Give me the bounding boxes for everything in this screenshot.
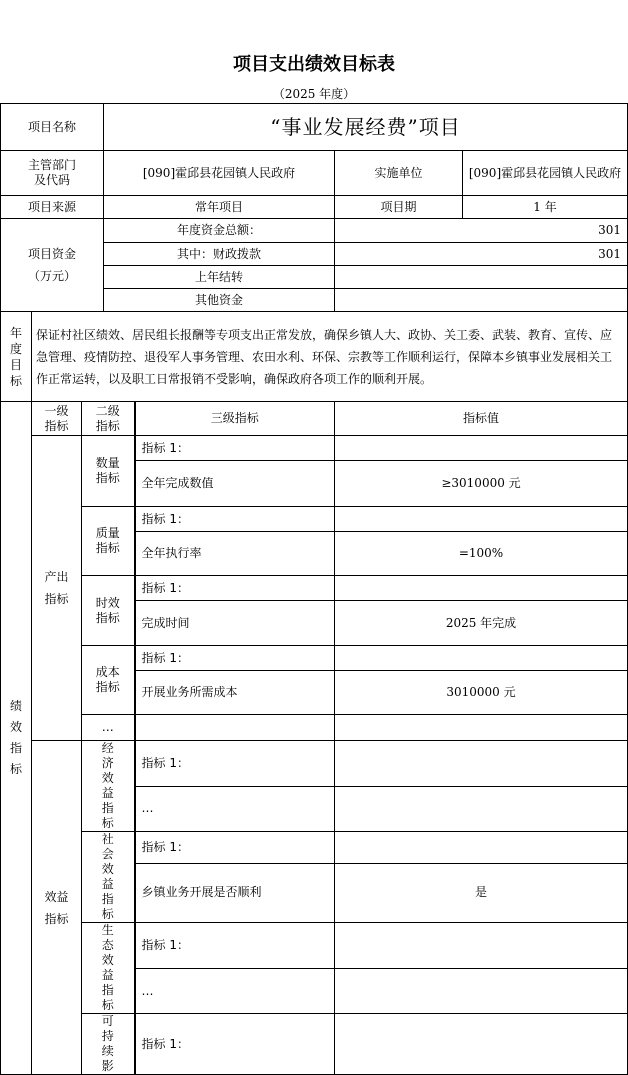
impl-value: [090]霍邱县花园镇人民政府 bbox=[463, 151, 628, 196]
indicator-index: 指标 1： bbox=[135, 923, 335, 969]
dept-label: 主管部门 及代码 bbox=[1, 151, 104, 196]
indicator-item: 乡镇业务开展是否顺利 bbox=[135, 863, 335, 922]
funds-label: 项目资金 （万元） bbox=[1, 219, 104, 312]
indicator-item: 全年执行率 bbox=[135, 532, 335, 576]
header-l1: 一级指标 bbox=[32, 402, 82, 436]
period-value: 1 年 bbox=[463, 196, 628, 219]
indicator-index: 指标 1： bbox=[135, 507, 335, 532]
header-l3: 三级指标 bbox=[135, 402, 335, 436]
cost-indicator: 成本指标 bbox=[82, 646, 135, 715]
fiscal-year: （2025 年度） bbox=[272, 87, 356, 101]
output-label: 产出指标 bbox=[32, 436, 82, 741]
impl-label: 实施单位 bbox=[335, 151, 463, 196]
output-ellipsis: … bbox=[82, 715, 135, 741]
quality-indicator: 质量指标 bbox=[82, 507, 135, 576]
indicator-value: 2025 年完成 bbox=[335, 601, 628, 646]
indicator-item: 全年完成数值 bbox=[135, 461, 335, 507]
indicator-value: 3010000 元 bbox=[335, 671, 628, 715]
fund-label: 年度资金总额： bbox=[104, 219, 335, 243]
fund-value: 301 bbox=[335, 243, 628, 266]
perf-label: 绩效指标 bbox=[1, 402, 32, 1075]
fund-label: 上年结转 bbox=[104, 266, 335, 289]
sustainable-indicator: 可持续影 bbox=[82, 1014, 135, 1075]
indicator-index: 指标 1： bbox=[135, 646, 335, 671]
annual-goal: 保证村社区绩效、居民组长报酬等专项支出正常发放，确保乡镇人大、政协、关工委、武装、教育、宣传、应急管理、疫情防控、退役军人事务管理、农田水利、环保、宗教等工作顺利运行，保障本乡镇事业发展相关工作正常运转，以及职工日常报销不受影响，确保政府各项工作的顺利开展。 bbox=[32, 312, 628, 402]
header-l2: 二级指标 bbox=[82, 402, 135, 436]
fund-value: 301 bbox=[335, 219, 628, 243]
indicator-item: 完成时间 bbox=[135, 601, 335, 646]
project-name: “事业发展经费”项目 bbox=[104, 104, 628, 151]
indicator-item: … bbox=[135, 786, 335, 832]
indicator-item: … bbox=[135, 969, 335, 1014]
indicator-item: 开展业务所需成本 bbox=[135, 671, 335, 715]
fund-value bbox=[335, 289, 628, 312]
benefit-label: 效益指标 bbox=[32, 741, 82, 1075]
annual-goal-label: 年度目标 bbox=[1, 312, 32, 402]
indicator-index: 指标 1： bbox=[135, 832, 335, 864]
timeliness-indicator: 时效指标 bbox=[82, 576, 135, 646]
fund-label: 其他资金 bbox=[104, 289, 335, 312]
indicator-index: 指标 1： bbox=[135, 576, 335, 601]
page-title: 项目支出绩效目标表 bbox=[233, 54, 395, 75]
indicator-value: ≥3010000 元 bbox=[335, 461, 628, 507]
ecological-indicator: 生态效益指标 bbox=[82, 923, 135, 1014]
quantity-indicator: 数量指标 bbox=[82, 436, 135, 507]
period-label: 项目期 bbox=[335, 196, 463, 219]
indicator-value: 是 bbox=[335, 863, 628, 922]
fund-value bbox=[335, 266, 628, 289]
performance-table bbox=[0, 103, 628, 1075]
source-value: 常年项目 bbox=[104, 196, 335, 219]
source-label: 项目来源 bbox=[1, 196, 104, 219]
dept-value: [090]霍邱县花园镇人民政府 bbox=[104, 151, 335, 196]
project-name-label: 项目名称 bbox=[1, 104, 104, 151]
social-indicator: 社会效益指标 bbox=[82, 832, 135, 923]
indicator-index: 指标 1： bbox=[135, 741, 335, 787]
fund-label: 其中：财政拨款 bbox=[104, 243, 335, 266]
indicator-value: =100% bbox=[335, 532, 628, 576]
header-value: 指标值 bbox=[335, 402, 628, 436]
economic-indicator: 经济效益指标 bbox=[82, 741, 135, 832]
indicator-index: 指标 1： bbox=[135, 436, 335, 461]
indicator-index: 指标 1： bbox=[135, 1014, 335, 1075]
